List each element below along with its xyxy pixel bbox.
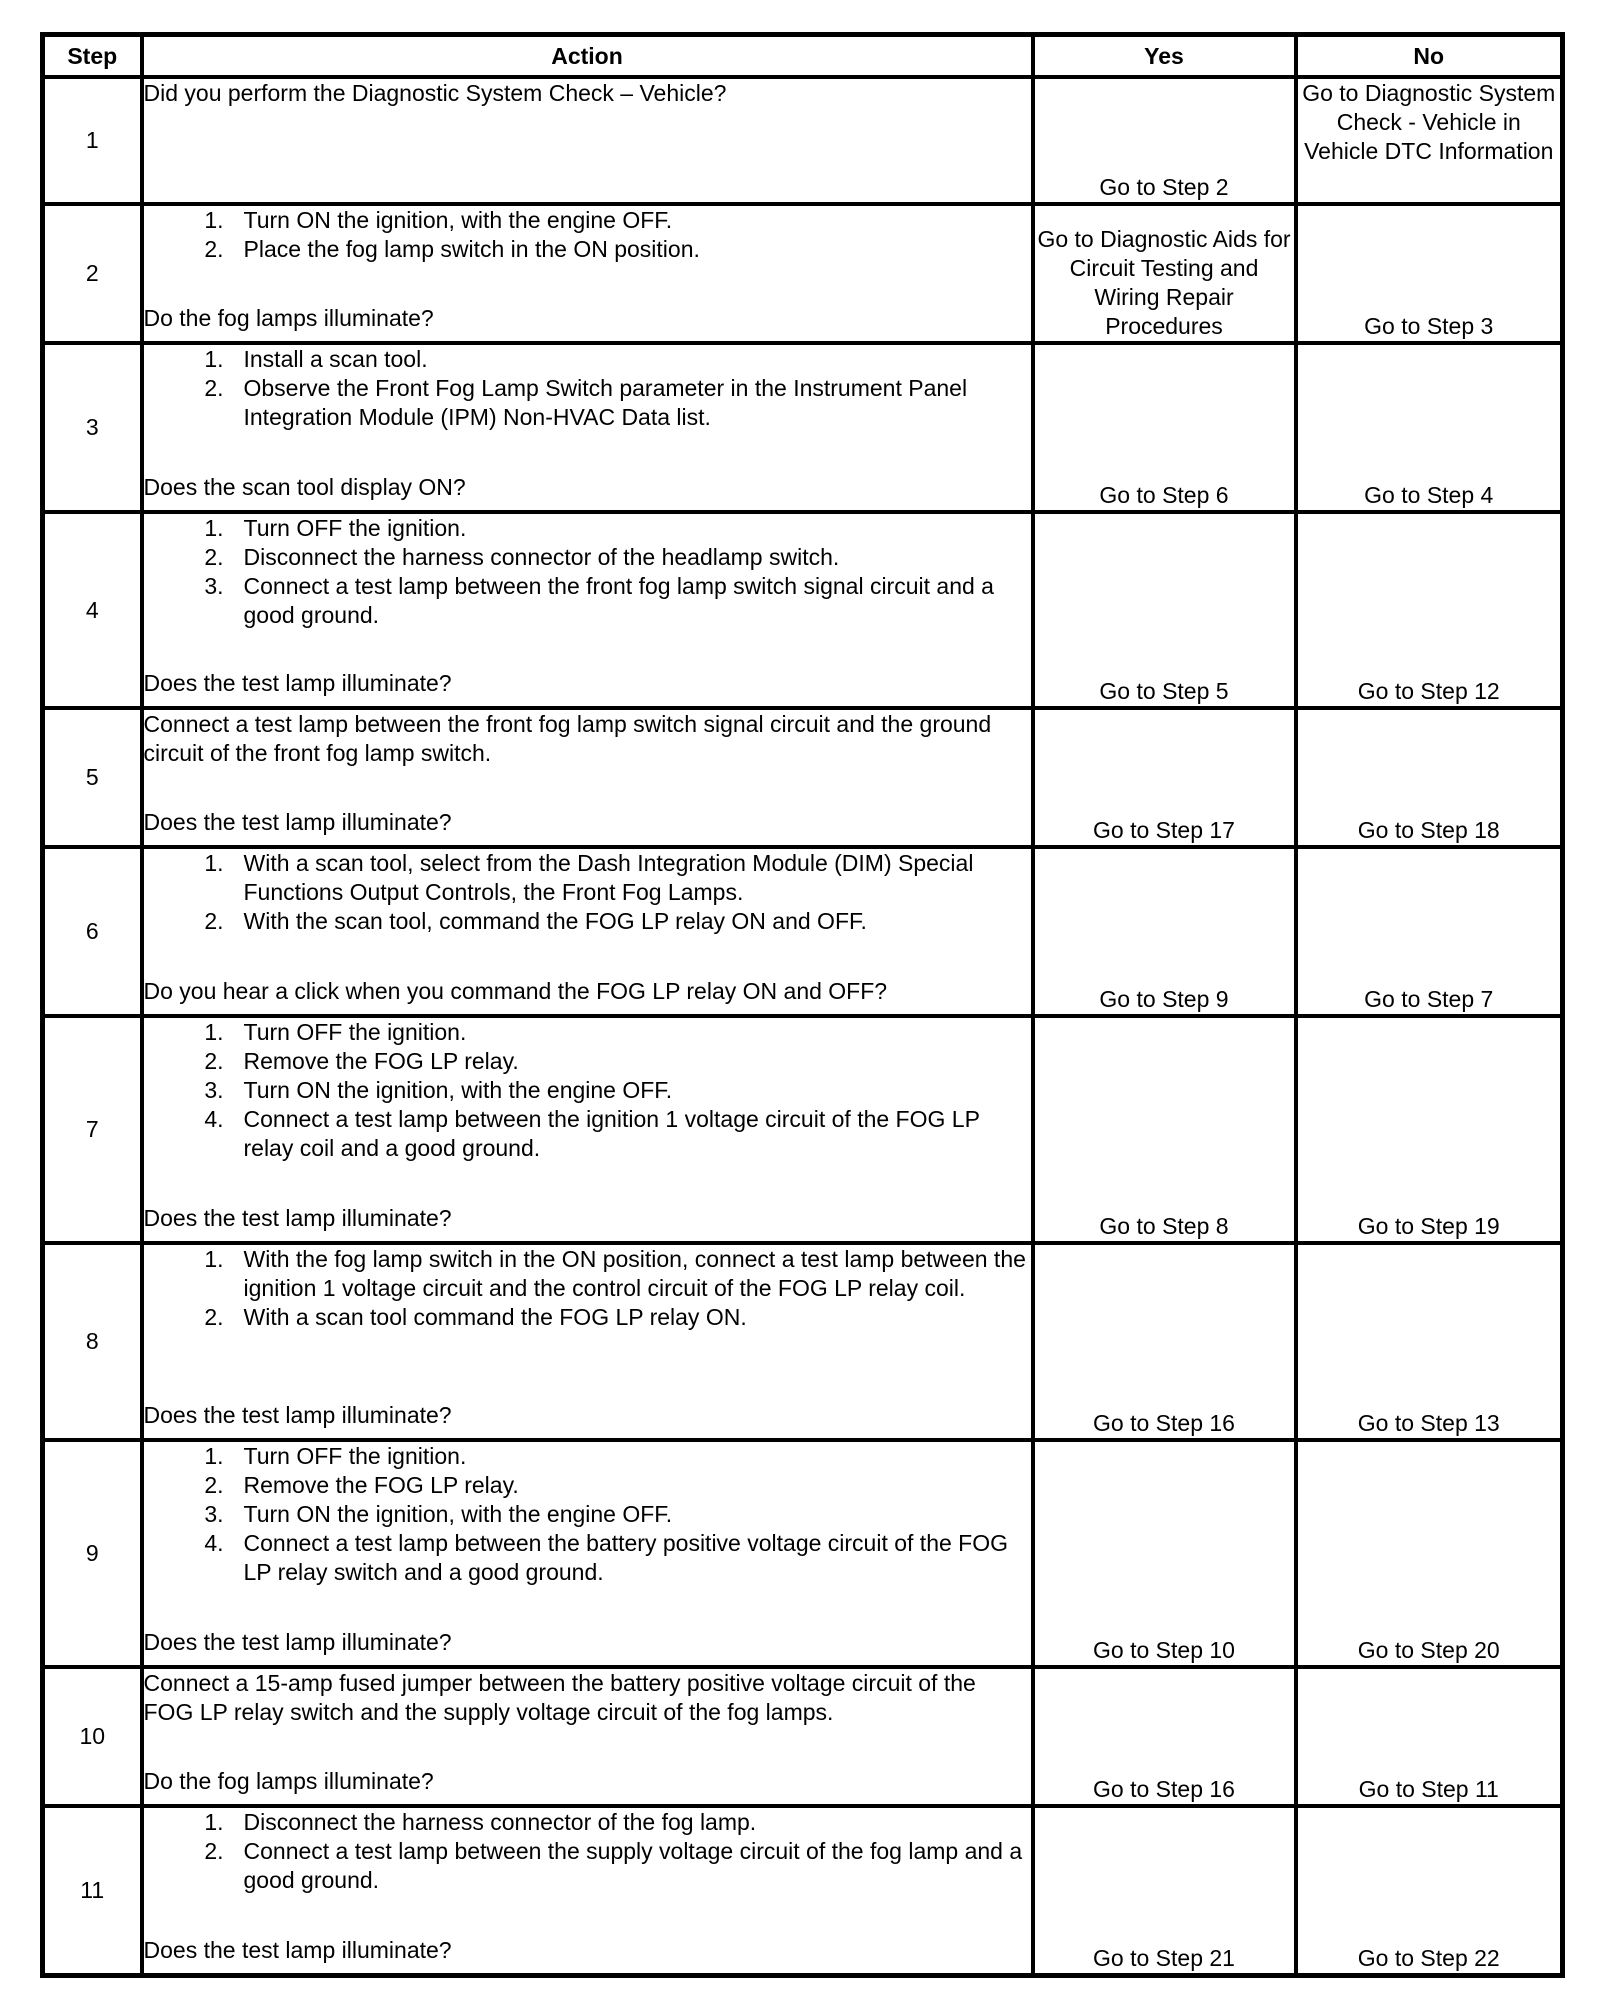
table-row [43, 1016, 1563, 1243]
item-text: Turn OFF the ignition. [243, 515, 467, 541]
item-number: 1. [204, 1443, 224, 1469]
yes-result: Go to Step 8 [1033, 1016, 1296, 1243]
item-number: 2. [204, 1304, 224, 1330]
action-cell [142, 1440, 1033, 1667]
item-text: Connect a test lamp between the front fog lamp switch signal circuit and a good ground. [243, 573, 994, 628]
item-number: 2. [204, 908, 224, 934]
item-text: Disconnect the harness connector of the fog lamp. [243, 1809, 757, 1835]
action-steps [144, 1018, 1031, 1163]
no-result: Go to Step 22 [1296, 1806, 1563, 1975]
item-text: Turn OFF the ignition. [243, 1019, 467, 1045]
item-text: Connect a test lamp between the battery positive voltage circuit of the FOG LP relay switch and a good ground. [243, 1530, 1009, 1585]
action-cell [142, 847, 1033, 1016]
action-steps [144, 345, 1031, 432]
item-text: Place the fog lamp switch in the ON position. [243, 236, 700, 262]
item-number: 3. [204, 1501, 224, 1527]
yes-result: Go to Step 10 [1033, 1440, 1296, 1667]
item-text: Remove the FOG LP relay. [243, 1048, 519, 1074]
action-step-item [144, 1500, 1031, 1529]
action-step-item [144, 345, 1031, 374]
header-yes: Yes [1033, 35, 1296, 78]
item-number: 2. [204, 1472, 224, 1498]
item-text: Turn ON the ignition, with the engine OFF. [243, 1501, 673, 1527]
action-steps [144, 514, 1031, 630]
yes-result: Go to Step 5 [1033, 512, 1296, 708]
action-step-item [144, 1808, 1031, 1837]
no-result: Go to Step 11 [1296, 1667, 1563, 1806]
no-result: Go to Step 7 [1296, 847, 1563, 1016]
item-text: Turn OFF the ignition. [243, 1443, 467, 1469]
step-number: 3 [43, 343, 142, 512]
action-question: Does the test lamp illuminate? [143, 1402, 452, 1428]
no-result: Go to Step 12 [1296, 512, 1563, 708]
action-step-item [144, 1529, 1031, 1587]
action-step-item [144, 514, 1031, 543]
yes-result: Go to Step 6 [1033, 343, 1296, 512]
action-step-item [144, 1245, 1031, 1303]
action-question: Does the test lamp illuminate? [143, 1205, 452, 1231]
item-number: 2. [204, 236, 224, 262]
no-result: Go to Step 13 [1296, 1243, 1563, 1440]
step-number: 6 [43, 847, 142, 1016]
header-no: No [1296, 35, 1563, 78]
yes-result: Go to Step 16 [1033, 1667, 1296, 1806]
item-text: Turn ON the ignition, with the engine OFF. [243, 1077, 673, 1103]
no-result: Go to Step 4 [1296, 343, 1563, 512]
step-number: 11 [43, 1806, 142, 1975]
item-text: Turn ON the ignition, with the engine OFF. [243, 207, 673, 233]
step-number: 10 [43, 1667, 142, 1806]
yes-result: Go to Step 9 [1033, 847, 1296, 1016]
no-result: Go to Step 19 [1296, 1016, 1563, 1243]
item-number: 3. [204, 573, 224, 599]
action-cell [142, 1016, 1033, 1243]
action-step-item [144, 543, 1031, 572]
action-step-item [144, 1018, 1031, 1047]
item-number: 1. [204, 346, 224, 372]
action-steps [144, 1808, 1031, 1895]
action-question: Does the test lamp illuminate? [143, 1937, 452, 1963]
item-text: Connect a test lamp between the supply voltage circuit of the fog lamp and a good ground. [243, 1838, 1023, 1893]
action-cell [142, 204, 1033, 343]
action-steps [144, 1245, 1031, 1332]
header-action: Action [142, 35, 1033, 78]
action-intro: Connect a 15-amp fused jumper between the battery positive voltage circuit of the FOG LP relay switch and the supply voltage circuit of the fog lamps. [143, 1670, 976, 1725]
action-question: Do the fog lamps illuminate? [143, 305, 434, 331]
step-number: 1 [43, 77, 142, 204]
action-cell [142, 708, 1033, 847]
step-number: 5 [43, 708, 142, 847]
action-step-item [144, 1303, 1031, 1332]
step-number: 2 [43, 204, 142, 343]
action-cell [142, 1243, 1033, 1440]
action-step-item [144, 206, 1031, 235]
item-text: With a scan tool command the FOG LP relay ON. [243, 1304, 747, 1330]
step-number: 8 [43, 1243, 142, 1440]
action-step-item [144, 1105, 1031, 1163]
table-row [43, 1667, 1563, 1806]
item-number: 2. [204, 375, 224, 401]
action-question: Does the test lamp illuminate? [143, 670, 452, 696]
item-text: Remove the FOG LP relay. [243, 1472, 519, 1498]
step-number: 9 [43, 1440, 142, 1667]
action-cell [142, 1667, 1033, 1806]
header-step: Step [43, 35, 142, 78]
table-row [43, 1243, 1563, 1440]
item-number: 2. [204, 1048, 224, 1074]
action-question: Do the fog lamps illuminate? [143, 1768, 434, 1794]
yes-result: Go to Step 16 [1033, 1243, 1296, 1440]
action-step-item [144, 849, 1031, 907]
action-intro: Did you perform the Diagnostic System Check – Vehicle? [143, 80, 727, 106]
item-text: Install a scan tool. [243, 346, 428, 372]
no-result: Go to Step 20 [1296, 1440, 1563, 1667]
table-row [43, 512, 1563, 708]
item-text: With the scan tool, command the FOG LP relay ON and OFF. [243, 908, 867, 934]
item-number: 4. [204, 1106, 224, 1132]
item-text: With a scan tool, select from the Dash Integration Module (DIM) Special Functions Output Controls, the Front Fog Lamps. [243, 850, 974, 905]
table-row [43, 847, 1563, 1016]
item-number: 1. [204, 515, 224, 541]
item-text: Disconnect the harness connector of the headlamp switch. [243, 544, 840, 570]
table-row [43, 77, 1563, 204]
action-cell [142, 343, 1033, 512]
action-question: Does the test lamp illuminate? [143, 1629, 452, 1655]
no-result: Go to Step 18 [1296, 708, 1563, 847]
yes-result: Go to Step 2 [1033, 77, 1296, 204]
action-cell [142, 77, 1033, 204]
item-number: 1. [204, 1019, 224, 1045]
action-step-item [144, 907, 1031, 936]
action-step-item [144, 1837, 1031, 1895]
item-text: Observe the Front Fog Lamp Switch parameter in the Instrument Panel Integration Module (IPM) Non-HVAC Data list. [243, 375, 968, 430]
item-number: 3. [204, 1077, 224, 1103]
action-question: Do you hear a click when you command the FOG LP relay ON and OFF? [143, 978, 888, 1004]
table-row [43, 343, 1563, 512]
action-step-item [144, 1471, 1031, 1500]
action-question: Does the scan tool display ON? [143, 474, 466, 500]
table-row [43, 204, 1563, 343]
action-step-item [144, 235, 1031, 264]
no-result: Go to Diagnostic System Check - Vehicle in Vehicle DTC Information [1296, 77, 1563, 204]
action-step-item [144, 1442, 1031, 1471]
item-number: 2. [204, 1838, 224, 1864]
step-number: 7 [43, 1016, 142, 1243]
action-intro: Connect a test lamp between the front fog lamp switch signal circuit and the ground circuit of the front fog lamp switch. [143, 711, 992, 766]
item-number: 4. [204, 1530, 224, 1556]
item-number: 1. [204, 850, 224, 876]
no-result: Go to Step 3 [1296, 204, 1563, 343]
action-step-item [144, 1076, 1031, 1105]
yes-result: Go to Step 17 [1033, 708, 1296, 847]
table-row [43, 1806, 1563, 1975]
action-cell [142, 1806, 1033, 1975]
action-step-item [144, 572, 1031, 630]
action-step-item [144, 374, 1031, 432]
action-steps [144, 849, 1031, 936]
header-row [43, 35, 1563, 78]
action-question: Does the test lamp illuminate? [143, 809, 452, 835]
item-number: 1. [204, 1809, 224, 1835]
item-text: Connect a test lamp between the ignition 1 voltage circuit of the FOG LP relay coil and a good ground. [243, 1106, 980, 1161]
item-number: 1. [204, 1246, 224, 1272]
item-text: With the fog lamp switch in the ON position, connect a test lamp between the ignition 1 voltage circuit and the control circuit of the FOG LP relay coil. [243, 1246, 1026, 1301]
action-steps [144, 206, 1031, 264]
table-row [43, 708, 1563, 847]
item-number: 2. [204, 544, 224, 570]
diagnostic-table [40, 32, 1565, 1978]
yes-result: Go to Diagnostic Aids for Circuit Testing and Wiring Repair Procedures [1033, 204, 1296, 343]
item-number: 1. [204, 207, 224, 233]
action-steps [144, 1442, 1031, 1587]
step-number: 4 [43, 512, 142, 708]
action-step-item [144, 1047, 1031, 1076]
yes-result: Go to Step 21 [1033, 1806, 1296, 1975]
table-row [43, 1440, 1563, 1667]
action-cell [142, 512, 1033, 708]
